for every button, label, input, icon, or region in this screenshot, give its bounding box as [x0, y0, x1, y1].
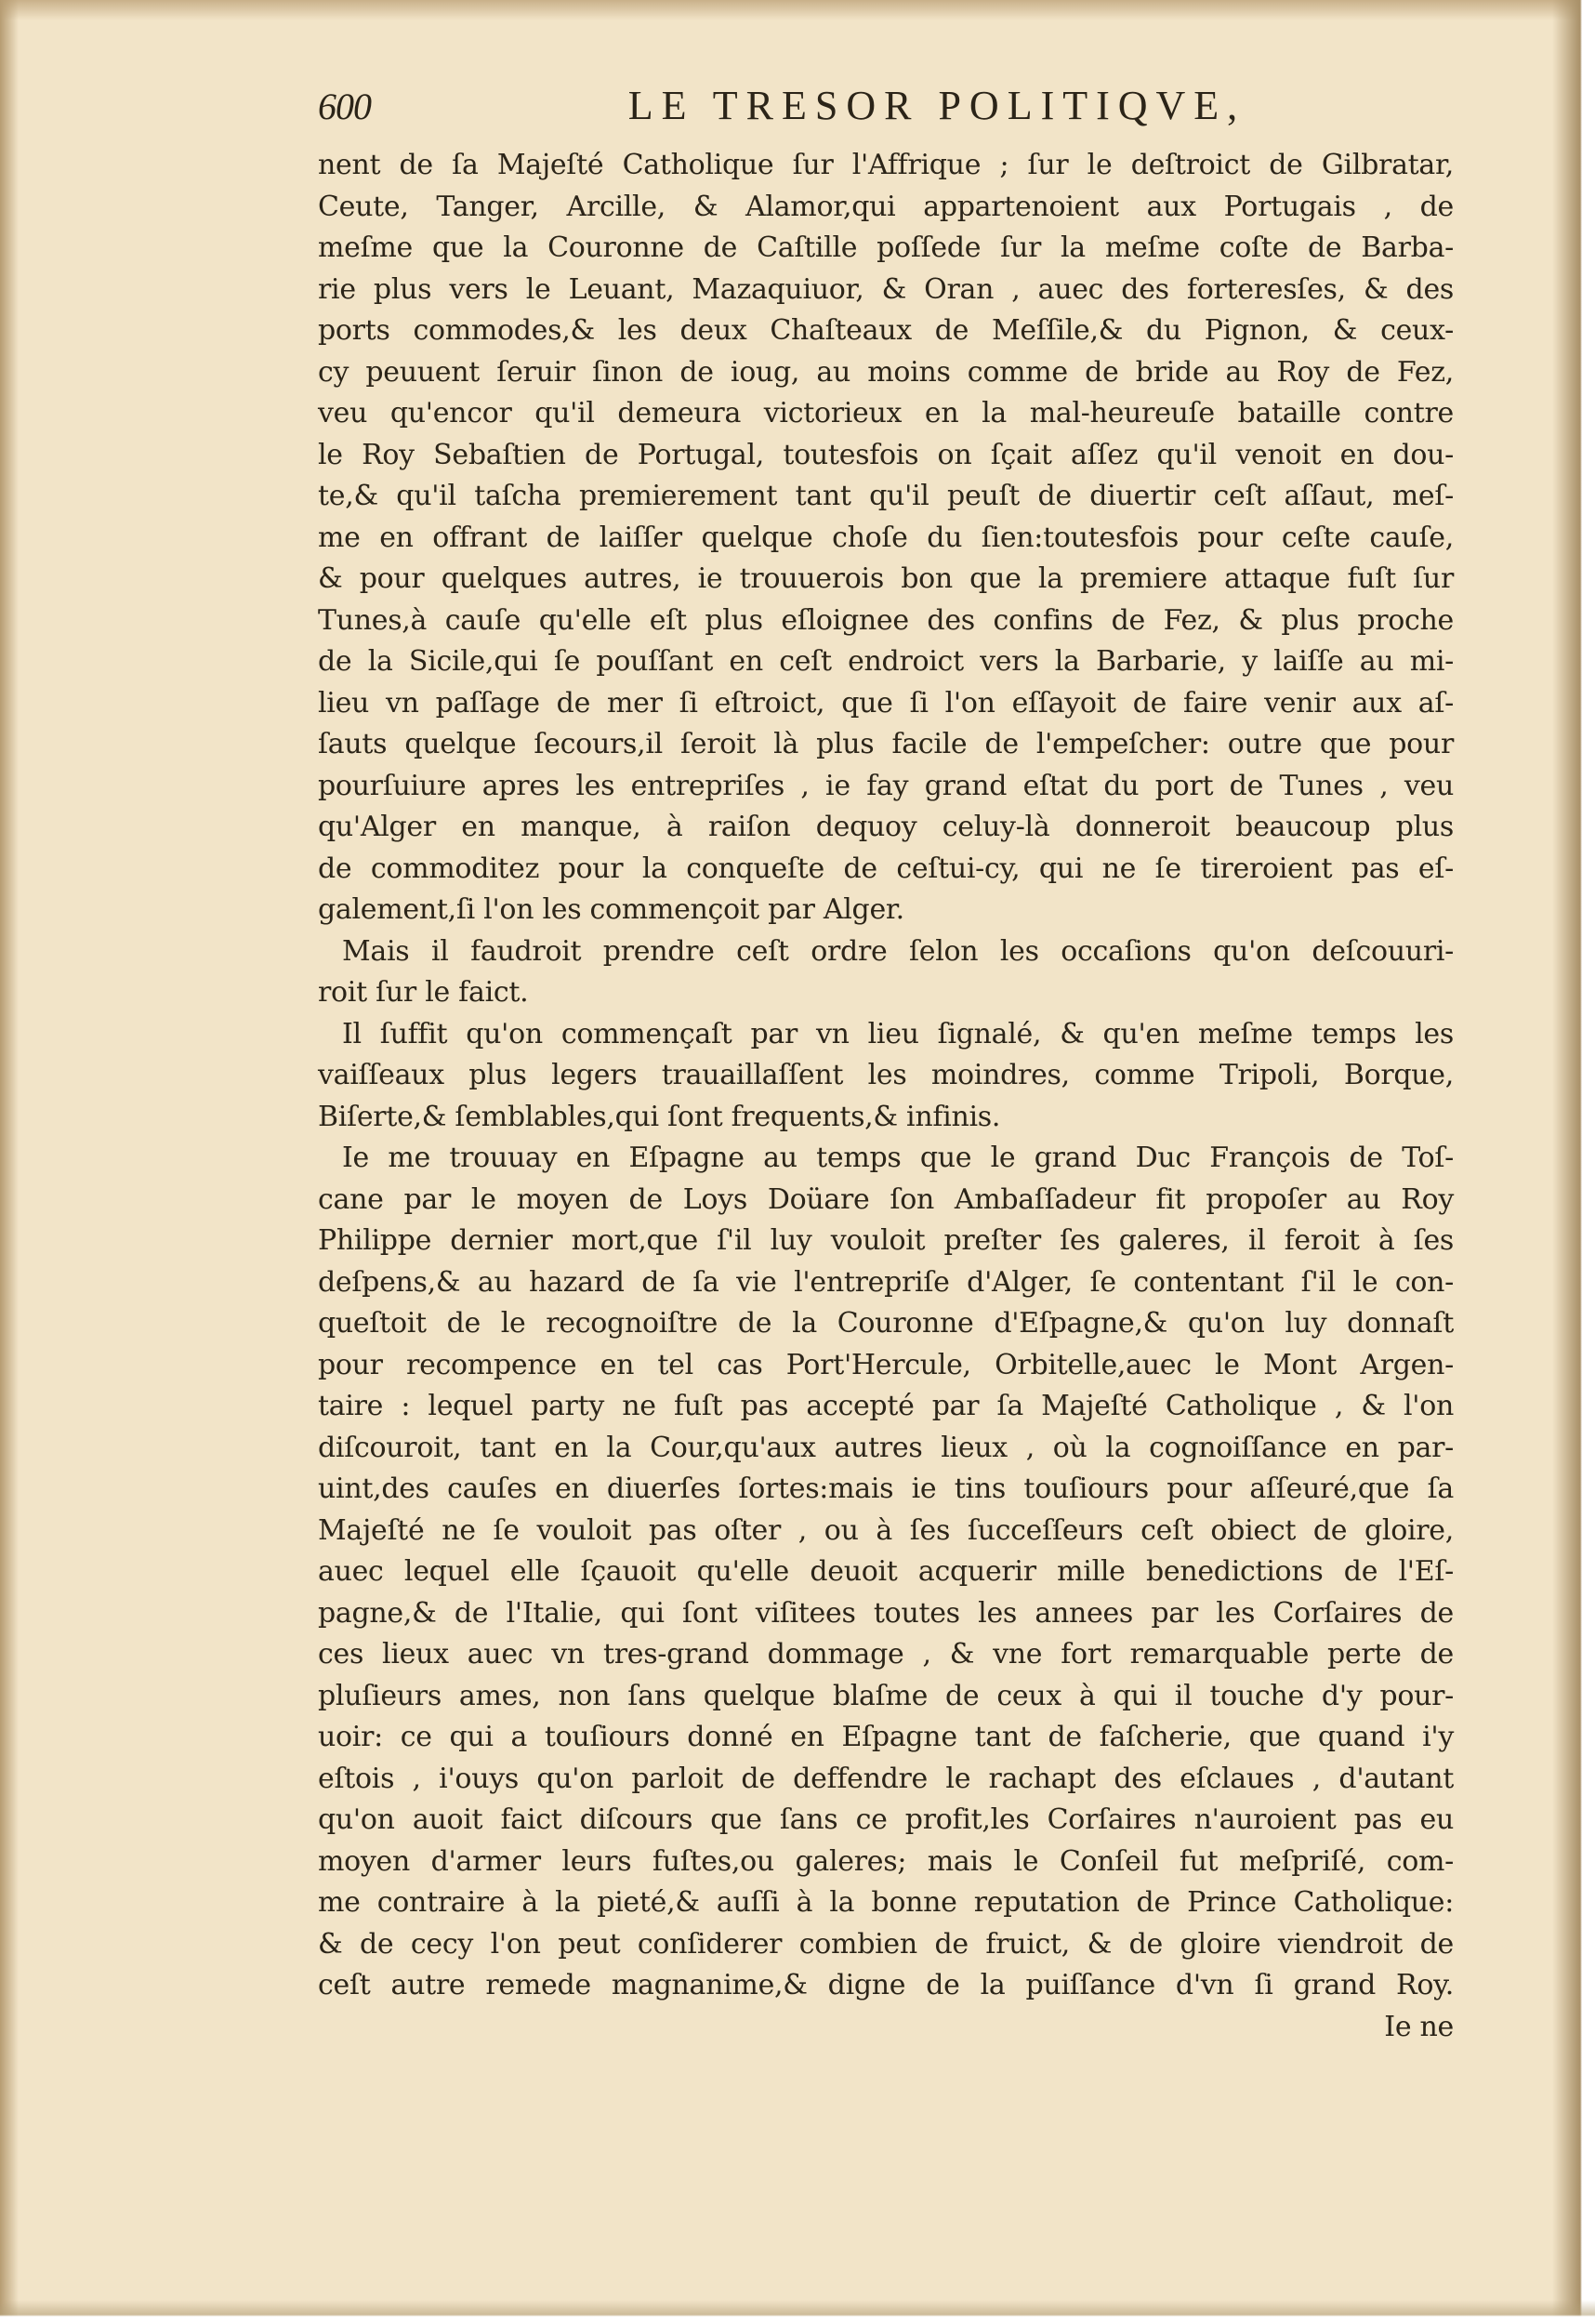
text-line: pagne,& de l'Italie, qui ſont viſitees toutes les annees par les Corſaires de	[318, 1596, 1454, 1630]
text-line: le Roy Sebaſtien de Portugal, toutesfois on ſçait aſſez qu'il venoit en dou-	[318, 438, 1454, 471]
text-line: pour recompence en tel cas Port'Hercule, Orbitelle,auec le Mont Argen-	[318, 1348, 1454, 1381]
text-line: moyen d'armer leurs fuſtes,ou galeres; mais le Conſeil fut meſpriſé, com-	[318, 1844, 1454, 1878]
running-head	[318, 82, 1454, 145]
text-line: rie plus vers le Leuant, Mazaquiuor, & Oran , auec des forteresſes, & des	[318, 272, 1454, 306]
text-line: & pour quelques autres, ie trouuerois bon que la premiere attaque fuſt ſur	[318, 562, 1454, 595]
text-line: cane par le moyen de Loys Doüare ſon Ambaſſadeur fit propoſer au Roy	[318, 1182, 1454, 1216]
text-block	[318, 82, 1454, 2048]
text-line: qu'on auoit faict diſcours que ſans ce profit,les Corſaires n'auroient pas eu	[318, 1803, 1454, 1836]
running-title: LE TRESOR POLITIQVE,	[627, 83, 1246, 128]
text-line: Majeſté ne ſe vouloit pas oſter , ou à ſes ſucceſſeurs ceſt obiect de gloire,	[318, 1513, 1454, 1547]
text-line: pourſuiure apres les entrepriſes , ie fay grand eſtat du port de Tunes , veu	[318, 769, 1454, 802]
text-line: nent de ſa Majeſté Catholique ſur l'Affrique ; ſur le deſtroict de Gilbratar,	[318, 149, 1454, 181]
text-line: diſcouroit, tant en la Cour,qu'aux autres lieux , où la cognoiſſance en par-	[318, 1431, 1454, 1464]
text-line: ces lieux auec vn tres-grand dommage , & vne fort remarquable perte de	[318, 1638, 1454, 1670]
text-line: Philippe dernier mort,que ſ'il luy vouloit preſter ſes galeres, il feroit à ſes	[318, 1224, 1454, 1257]
text-line: te,& qu'il taſcha premierement tant qu'il peuſt de diuertir ceſt aſſaut, meſ-	[318, 480, 1454, 512]
text-line: Mais il faudroit prendre ceſt ordre ſelon les occaſions qu'on deſcouuri-	[342, 934, 1454, 968]
text-line: qu'Alger en manque, à raiſon dequoy celuy-là donneroit beaucoup plus	[318, 811, 1454, 843]
text-line: de la Sicile,qui ſe pouſſant en ceſt endroict vers la Barbarie, y laiſſe au mi-	[318, 645, 1454, 678]
text-line: cy peuuent ſeruir ſinon de ioug, au moins comme de bride au Roy de Fez,	[318, 355, 1454, 389]
text-line: uint,des cauſes en diuerſes ſortes:mais ie tins touſiours pour aſſeuré,que ſa	[318, 1472, 1454, 1505]
text-line: & de cecy l'on peut conſiderer combien de fruict, & de gloire viendroit de	[318, 1927, 1454, 1961]
text-line: vaiſſeaux plus legers trauaillaſſent les moindres, comme Tripoli, Borque,	[318, 1059, 1454, 1091]
text-line: roit ſur le faict.	[318, 976, 529, 1009]
text-line: lieu vn paſſage de mer ſi eſtroict, que ſi l'on eſſayoit de faire venir aux aſ-	[318, 686, 1454, 720]
text-line: Il ſuffit qu'on commençaſt par vn lieu ſignalé, & qu'en meſme temps les	[342, 1017, 1454, 1050]
page-number: 600	[318, 86, 371, 127]
text-line: Tunes,à cauſe qu'elle eſt plus eſloignee des confins de Fez, & plus proche	[318, 603, 1454, 637]
text-line: uoir: ce qui a touſiours donné en Eſpagne tant de faſcherie, que quand i'y	[318, 1721, 1454, 1753]
page-gutter-shadow	[0, 0, 19, 2324]
text-line: Ceute, Tanger, Arcille, & Alamor,qui appartenoient aux Portugais , de	[318, 190, 1454, 223]
text-line: taire : lequel party ne fuſt pas accepté par ſa Majeſté Catholique , & l'on	[318, 1390, 1454, 1422]
text-line: meſme que la Couronne de Caſtille poſſede ſur la meſme coſte de Barba-	[318, 231, 1454, 264]
page-right-edge	[1552, 0, 1595, 2324]
text-line: veu qu'encor qu'il demeura victorieux en la mal-heureuſe bataille contre	[318, 397, 1454, 429]
text-line: queſtoit de le recognoiſtre de la Couronne d'Eſpagne,& qu'on luy donnaſt	[318, 1307, 1454, 1340]
text-line: auec lequel elle ſçauoit qu'elle deuoit acquerir mille benedictions de l'Eſ-	[318, 1555, 1454, 1588]
text-line: ceſt autre remede magnanime,& digne de la puiſſance d'vn ſi grand Roy.	[318, 1969, 1454, 2001]
text-line: pluſieurs ames, non ſans quelque blaſme de ceux à qui il touche d'y pour-	[318, 1679, 1454, 1712]
page-bottom-edge	[0, 2300, 1595, 2324]
text-line: eſtois , i'ouys qu'on parloit de deffendre le rachapt des eſclaues , d'autant	[318, 1762, 1454, 1795]
text-line: ſauts quelque ſecours,il ſeroit là plus facile de l'empeſcher: outre que pour	[318, 728, 1454, 760]
text-line: Biſerte,& ſemblables,qui ſont frequents,& infinis.	[318, 1100, 1001, 1133]
text-line: Ie me trouuay en Eſpagne au temps que le grand Duc François de Toſ-	[342, 1142, 1454, 1174]
text-line: ports commodes,& les deux Chaſteaux de Meſſile,& du Pignon, & ceux-	[318, 314, 1454, 347]
catchword: Ie ne	[1384, 2010, 1454, 2043]
text-line: deſpens,& au hazard de ſa vie l'entrepriſe d'Alger, ſe contentant ſ'il le con-	[318, 1265, 1454, 1299]
text-line: de commoditez pour la conqueſte de ceſtui-cy, qui ne ſe tireroient pas eſ-	[318, 852, 1454, 885]
text-line: me contraire à la pieté,& auſſi à la bonne reputation de Prince Catholique:	[318, 1886, 1454, 1919]
text-line: me en offrant de laiſſer quelque choſe du ſien:toutesfois pour ceſte cauſe,	[318, 521, 1454, 554]
text-line: galement,ſi l'on les commençoit par Alger.	[318, 893, 904, 926]
page-top-shadow	[0, 0, 1595, 20]
